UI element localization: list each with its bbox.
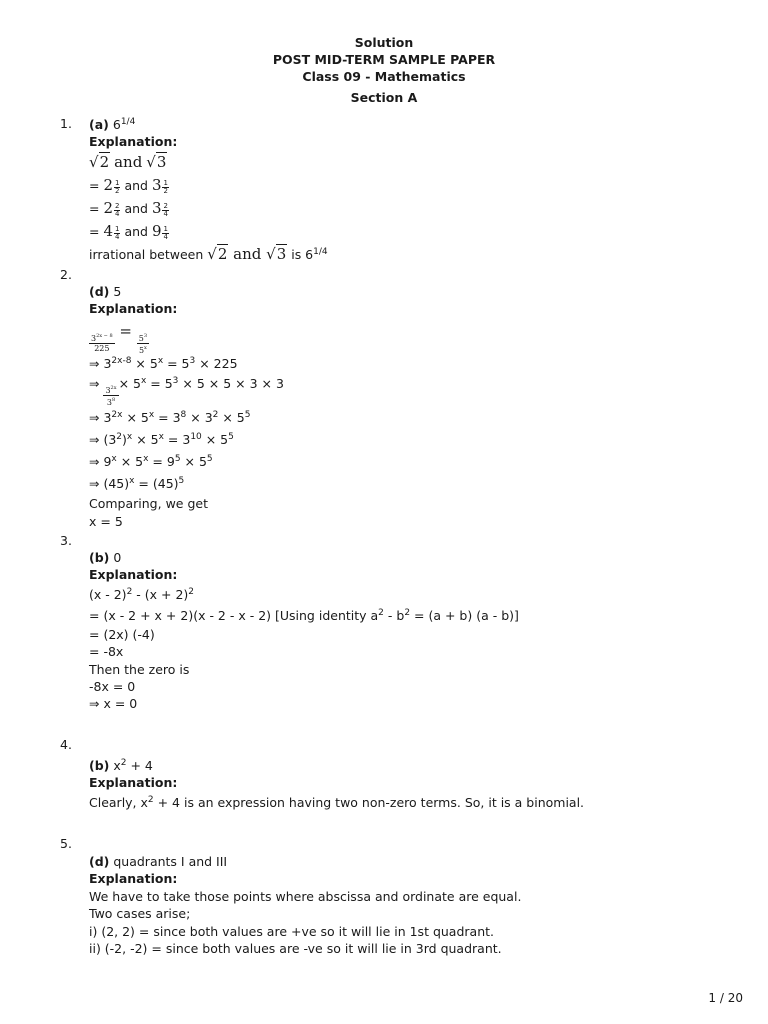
answer-line: [89, 549, 740, 566]
explanation-line: -8x = 0: [89, 679, 136, 695]
sqrt-3: √3: [146, 152, 167, 171]
explanation-line: = 2 $\frac{1}{2}$ and 3 $\frac{1}{2}$: [89, 175, 168, 195]
explanation-line: = 4 $\frac{1}{4}$ and 9 $\frac{1}{4}$: [89, 221, 168, 241]
answer-text: $x^2 + 4$: [109, 758, 153, 773]
explanation-line: ⇒ $3^{2x-8} \times 5^x = 5^3 \times 225$: [89, 355, 238, 371]
question-number: 4.: [60, 737, 72, 752]
header-class: Class 09 - Mathematics: [302, 69, 466, 84]
answer-text: $6^{1/4}$: [112, 117, 136, 132]
explanation-label: Explanation:: [89, 301, 178, 317]
answer-option: (b): [89, 758, 110, 773]
explanation-line: x = 5: [89, 513, 123, 529]
question-1: [60, 116, 740, 266]
header-paper-title: POST MID-TERM SAMPLE PAPER: [272, 52, 496, 67]
explanation-line: ii) (-2, -2) = since both values are -ve so it will lie in 3rd quadrant.: [89, 941, 502, 957]
header-section: Section A: [350, 90, 418, 105]
explanation-line: = 2 $\frac{2}{4}$ and 3 $\frac{2}{4}$: [89, 198, 168, 218]
explanation-label: Explanation:: [89, 134, 178, 150]
answer-option: (a): [89, 117, 109, 132]
explanation-line: ⇒ $(45)^x = (45)^5$: [89, 476, 185, 492]
explanation-line: ⇒ $\frac{3^{2x}}{3^8}$ × $5^x = 5^3 \times 5 \times 5 \times 3 \times 3$: [89, 376, 284, 408]
header-solution: Solution: [354, 35, 414, 50]
explanation-line: $(x - 2)^2 - (x + 2)^2$: [89, 586, 195, 602]
explanation-line: irrational between √2 and √3 is $6^{1/4}$: [89, 244, 328, 263]
explanation-label: Explanation:: [89, 775, 178, 791]
explanation-line: √2 and √3: [89, 152, 167, 171]
explanation-line: ⇒ x = 0: [89, 696, 138, 712]
explanation-line: Then the zero is: [89, 661, 190, 677]
explanation-line: We have to take those points where abscissa and ordinate are equal.: [89, 888, 522, 904]
explanation-line: ⇒ $(3^2)^x \times 5^x = 3^{10} \times 5^5$: [89, 432, 234, 448]
question-number: 5.: [60, 836, 72, 851]
explanation-line: = -8x: [89, 644, 124, 660]
answer-option: (d): [89, 284, 110, 299]
explanation-line: ⇒ $3^{2x} \times 5^x = 3^8 \times 3^2 \times 5^5$: [89, 410, 251, 426]
question-number: 1.: [60, 116, 72, 131]
explanation-line: = (2x) (-4): [89, 626, 155, 642]
answer-line: [89, 853, 740, 870]
question-2: [60, 267, 740, 530]
explanation-line: Two cases arise;: [89, 906, 191, 922]
question-3: [60, 533, 740, 713]
explanation-label: Explanation:: [89, 871, 178, 887]
question-number: 3.: [60, 533, 72, 548]
sqrt-2: √2: [89, 152, 110, 171]
explanation-label: Explanation:: [89, 567, 178, 583]
explanation-line: i) (2, 2) = since both values are +ve so it will lie in 1st quadrant.: [89, 923, 494, 939]
question-5: [60, 836, 740, 957]
answer-line: [89, 757, 740, 774]
answer-text: quadrants I and III: [109, 854, 228, 869]
question-4: [60, 737, 740, 814]
explanation-line: Clearly, $x^2 + 4$ is an expression having two non-zero terms. So, it is a binomial.: [89, 794, 585, 810]
explanation-line: = (x - 2 + x + 2)(x - 2 - x - 2) [Using identity $a^2 - b^2 = (a + b)$ (a - b)]: [89, 607, 519, 623]
page-header: [0, 34, 768, 106]
explanation-line: ⇒ $9^x \times 5^x = 9^5 \times 5^5$: [89, 454, 213, 470]
page-number: 1 / 20: [708, 991, 743, 1005]
answer-option: (b): [89, 550, 110, 565]
answer-text: 0: [109, 550, 122, 565]
answer-text: 5: [109, 284, 122, 299]
question-number: 2.: [60, 267, 72, 282]
answer-option: (d): [89, 854, 110, 869]
explanation-line: $\frac{3^{2x - 8}}{225}$ = $\frac{5^3}{5^x}$: [91, 321, 148, 355]
answer-line: [89, 116, 740, 133]
answer-line: [89, 283, 740, 300]
explanation-line: Comparing, we get: [89, 496, 208, 512]
